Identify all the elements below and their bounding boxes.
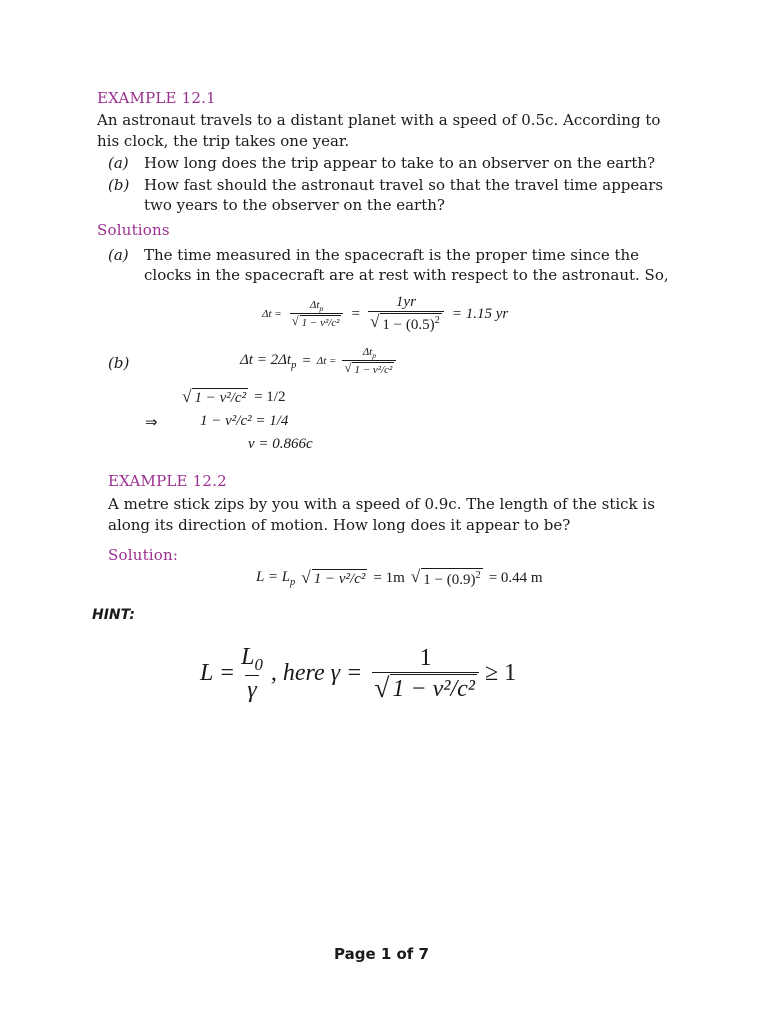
solutions-heading: Solutions: [97, 221, 170, 239]
eq-b1-frac-den: 1 − v²/c²: [354, 364, 393, 377]
eq-a-frac2-den-sup: 2: [434, 315, 440, 326]
equation-b2: √ 1 − v²/c² = 1/2: [182, 387, 286, 406]
equation-b1: [240, 346, 396, 376]
eq-a-frac2-num: 1yr: [395, 294, 416, 310]
eq-len-sqrt1: 1 − v²/c²: [313, 571, 366, 587]
solution-heading: Solution:: [108, 546, 179, 564]
eq-b1-lhs: Δt = 2Δt: [240, 351, 292, 368]
hint-gamma-num: 1: [419, 644, 432, 671]
eq-len-lhs-sub: p: [290, 577, 296, 588]
hint-gamma-den: 1 − v²/c²: [392, 675, 475, 702]
eq-len-lhs: L = L: [256, 569, 291, 585]
eq-len-result: = 0.44 m: [488, 570, 543, 586]
hint-formula: [200, 644, 516, 704]
problem-line: An astronaut travels to a distant planet with a speed of 0.5c. According to: [97, 111, 661, 129]
example-12-1-problem: [97, 110, 677, 152]
eq-b2-sqrt-body: 1 − v²/c²: [194, 390, 247, 406]
solution-a: [108, 246, 639, 264]
question-b-continued: two years to the observer on the earth?: [144, 196, 445, 214]
hint-frac-den: γ: [247, 676, 257, 703]
question-a: [108, 154, 655, 172]
example-12-2-heading: EXAMPLE 12.2: [108, 472, 227, 490]
eq-b1-fraction: $\Delta t_p$ √ 1 − v²/c²: [342, 346, 396, 376]
eq-a-lhs: Δt =: [262, 308, 282, 320]
eq-b1-lhs-sub: p: [291, 359, 297, 371]
solution-a-continued: clocks in the spacecraft are at rest with respect to the astronaut. So,: [144, 266, 669, 284]
implies-arrow: ⇒: [145, 415, 158, 431]
solution-a-text: The time measured in the spacecraft is the proper time since the: [144, 246, 640, 264]
question-a-text: How long does the trip appear to take to an observer on the earth?: [144, 154, 656, 172]
hint-frac-num-sub: 0: [254, 654, 263, 674]
page-number: Page 1 of 7: [334, 945, 429, 963]
eq-a-equals: =: [351, 305, 360, 322]
eq-b1-frac-num: Δt: [362, 346, 373, 358]
solution-a-label: (a): [108, 246, 129, 264]
hint-fraction: [239, 644, 265, 704]
eq-b1-equals: =: [302, 352, 311, 369]
equation-length: $L = L_p$ √ 1 − v²/c² = 1m √ $1 - (0.9)^2$ = 0.44 m: [256, 567, 543, 588]
eq-len-mid: = 1m: [373, 570, 405, 586]
equation-b4: v = 0.866c: [248, 436, 313, 452]
solution-b-label: (b): [108, 354, 130, 372]
eq-b1-inner-lhs: Δt =: [316, 355, 337, 368]
hint-frac-num: L: [241, 644, 255, 670]
eq-a-frac2-den: 1 − (0.5): [382, 317, 435, 333]
question-b-text: How fast should the astronaut travel so that the travel time appears: [144, 176, 664, 194]
question-b: [108, 176, 663, 194]
hint-result: ≥ 1: [484, 660, 517, 687]
example-12-1-heading: EXAMPLE 12.1: [97, 89, 216, 107]
problem-line: his clock, the trip takes one year.: [97, 132, 350, 150]
question-b-label: (b): [108, 176, 130, 194]
equation-b3: 1 − v²/c² = 1/4: [200, 413, 289, 429]
equation-a: [262, 294, 508, 334]
eq-a-fraction-1: $\Delta t_p$ √ 1 − v²/c²: [290, 299, 344, 329]
eq-len-sqrt2-sup: 2: [475, 570, 481, 581]
eq-a-frac1-num-sub: p: [319, 304, 324, 314]
problem-line: A metre stick zips by you with a speed of 0.9c. The length of the stick is: [108, 495, 655, 513]
eq-b1-frac-num-sub: p: [372, 351, 377, 361]
hint-here: , here γ =: [270, 660, 363, 687]
problem-line: along its direction of motion. How long does it appear to be?: [108, 516, 571, 534]
eq-a-fraction-2: 1yr √ $1 - (0.5)^2$: [368, 294, 444, 334]
eq-a-frac1-num: Δt: [309, 298, 320, 311]
hint-gamma-fraction: 1 √ 1 − v²/c²: [372, 645, 479, 703]
eq-b2-rhs: = 1/2: [254, 389, 286, 405]
eq-a-result: = 1.15 yr: [451, 305, 509, 322]
eq-a-frac1-den: 1 − v²/c²: [301, 317, 340, 330]
question-a-label: (a): [108, 154, 129, 172]
hint-label: HINT:: [92, 607, 136, 623]
example-12-2-problem: [108, 494, 688, 536]
hint-lhs: L =: [200, 660, 236, 687]
eq-len-sqrt2: 1 − (0.9): [423, 572, 476, 588]
